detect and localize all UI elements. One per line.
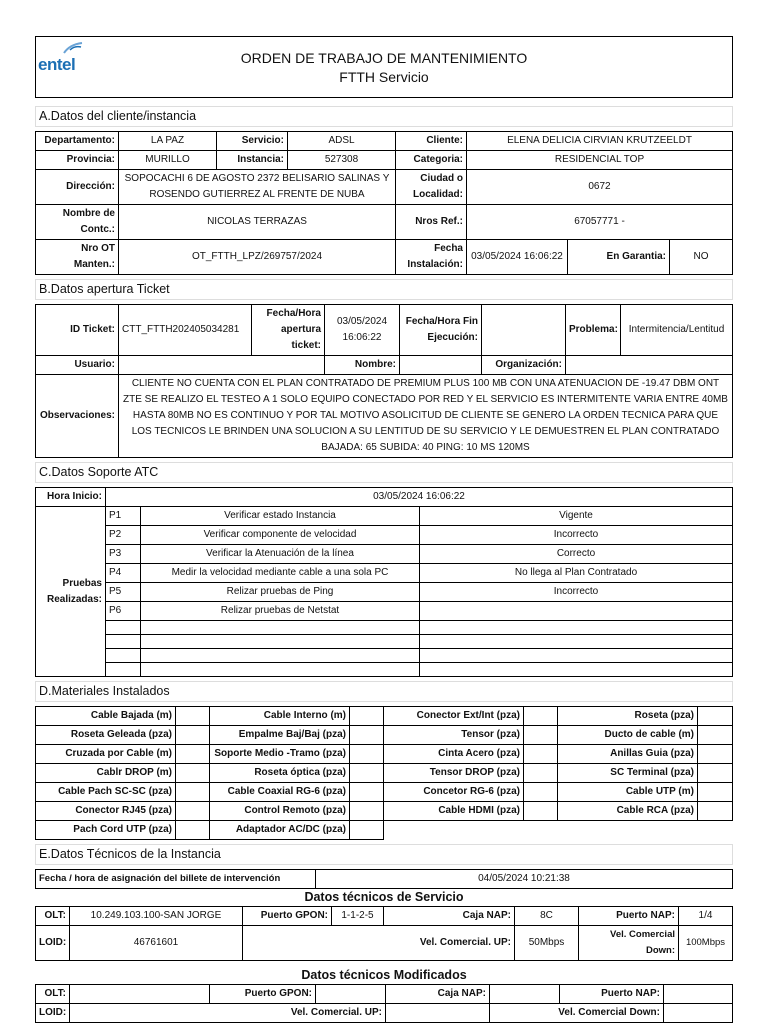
material-quantity xyxy=(524,821,558,840)
material-label: Concetor RG-6 (pza) xyxy=(384,783,524,802)
material-label: Cable Interno (m) xyxy=(210,707,350,726)
pruebas-label: Pruebas Realizadas: xyxy=(36,507,106,677)
prueba-id: P4 xyxy=(106,564,141,583)
material-quantity xyxy=(176,764,210,783)
material-label: Cable HDMI (pza) xyxy=(384,802,524,821)
atc-table: Hora Inicio: 03/05/2024 16:06:22 Pruebas Realizadas: P1 Verificar estado Instancia Vigente P2 Verificar componente de velocidad Incorrecto P3 Verificar la Atenuación de la línea Correcto P4 Medir la velocidad mediante cable a una sola PC No llega al Plan Contratado P5 Relizar pruebas de Ping Incorrecto P6 Relizar pruebas de Netstat xyxy=(35,487,733,677)
prueba-desc: Verificar estado Instancia xyxy=(141,507,420,526)
mod-nap-value xyxy=(490,985,560,1004)
document-title: ORDEN DE TRABAJO DE MANTENIMIENTO FTTH Servicio xyxy=(240,50,528,85)
nombre-value xyxy=(400,356,482,375)
prueba-desc: Verificar componente de velocidad xyxy=(141,526,420,545)
material-quantity xyxy=(698,783,733,802)
service-data-table: OLT: 10.249.103.100-SAN JORGE Puerto GPON: 1-1-2-5 Caja NAP: 8C Puerto NAP: 1/4 LOID: 46761601 Vel. Comercial. UP: 50Mbps Vel. Comercial Down: 100Mbps xyxy=(35,906,733,961)
ciudad-value: 0672 xyxy=(467,170,733,205)
material-label xyxy=(384,821,524,840)
material-row xyxy=(36,707,733,726)
entel-logo: entel xyxy=(38,55,76,74)
vel-up-value: 50Mbps xyxy=(515,926,579,961)
departamento-value: LA PAZ xyxy=(119,132,217,151)
servicio-value: ADSL xyxy=(288,132,396,151)
prueba-desc: Relizar pruebas de Ping xyxy=(141,583,420,602)
material-quantity xyxy=(176,726,210,745)
vel-down-value: 100Mbps xyxy=(679,926,733,961)
material-quantity xyxy=(698,821,733,840)
prueba-result xyxy=(420,602,733,621)
categoria-value: RESIDENCIAL TOP xyxy=(467,151,733,170)
material-quantity xyxy=(176,745,210,764)
material-label: Conector Ext/Int (pza) xyxy=(384,707,524,726)
prueba-result: Vigente xyxy=(420,507,733,526)
section-b-title: B.Datos apertura Ticket xyxy=(35,279,733,300)
gpon-value: 1-1-2-5 xyxy=(332,907,384,926)
fecha-instalacion-value: 03/05/2024 16:06:22 xyxy=(467,240,568,275)
prueba-id: P3 xyxy=(106,545,141,564)
instancia-value: 527308 xyxy=(288,151,396,170)
materials-table xyxy=(35,706,733,840)
olt-value: 10.249.103.100-SAN JORGE xyxy=(70,907,243,926)
contacto-value: NICOLAS TERRAZAS xyxy=(119,205,396,240)
prueba-id: P5 xyxy=(106,583,141,602)
prueba-desc: Verificar la Atenuación de la línea xyxy=(141,545,420,564)
prueba-id: P2 xyxy=(106,526,141,545)
material-label: Cruzada por Cable (m) xyxy=(36,745,176,764)
prueba-result: No llega al Plan Contratado xyxy=(420,564,733,583)
material-row xyxy=(36,745,733,764)
material-label: Cablr DROP (m) xyxy=(36,764,176,783)
nap-value: 8C xyxy=(515,907,579,926)
organizacion-value xyxy=(566,356,733,375)
garantia-value: NO xyxy=(670,240,733,275)
mod-vel-down-value xyxy=(664,1004,733,1023)
material-label: Tensor DROP (pza) xyxy=(384,764,524,783)
material-label: Conector RJ45 (pza) xyxy=(36,802,176,821)
material-quantity xyxy=(698,726,733,745)
material-quantity xyxy=(524,707,558,726)
material-quantity xyxy=(350,783,384,802)
material-quantity xyxy=(176,802,210,821)
material-label: SC Terminal (pza) xyxy=(558,764,698,783)
material-label: Anillas Guia (pza) xyxy=(558,745,698,764)
material-label: Control Remoto (pza) xyxy=(210,802,350,821)
ot-value: OT_FTTH_LPZ/269757/2024 xyxy=(119,240,396,275)
material-label: Empalme Baj/Baj (pza) xyxy=(210,726,350,745)
material-quantity xyxy=(698,764,733,783)
usuario-value xyxy=(119,356,325,375)
material-quantity xyxy=(176,821,210,840)
material-quantity xyxy=(524,764,558,783)
material-label: Tensor (pza) xyxy=(384,726,524,745)
material-label: Roseta Geleada (pza) xyxy=(36,726,176,745)
material-label: Adaptador AC/DC (pza) xyxy=(210,821,350,840)
section-c-title: C.Datos Soporte ATC xyxy=(35,462,733,483)
prueba-id: P1 xyxy=(106,507,141,526)
material-quantity xyxy=(176,783,210,802)
material-quantity xyxy=(698,802,733,821)
material-quantity xyxy=(350,764,384,783)
document-header xyxy=(35,36,733,98)
material-label: Cable UTP (m) xyxy=(558,783,698,802)
material-label: Cable Coaxial RG-6 (pza) xyxy=(210,783,350,802)
asignacion-value: 04/05/2024 10:21:38 xyxy=(316,870,733,889)
section-a-title: A.Datos del cliente/instancia xyxy=(35,106,733,127)
material-quantity xyxy=(350,745,384,764)
material-label: Cinta Acero (pza) xyxy=(384,745,524,764)
prueba-id: P6 xyxy=(106,602,141,621)
prueba-result: Correcto xyxy=(420,545,733,564)
ticket-table: ID Ticket: CTT_FTTH202405034281 Fecha/Hora apertura ticket: 03/05/2024 16:06:22 Fecha/Hora Fin Ejecución: Problema: Intermitencia/Lentitud Usuario: Nombre: Organización: Observaciones: CLIENTE NO CUENTA CON EL PLAN CONTRATADO DE PREMIUM PLUS 100 MB CON UNA ATENUACION DE -19.47 DBM ONT ZTE SE REALIZO EL TESTEO A 1 SOLO EQUIPO CONECTADO POR RED Y EL SERVICIO ES INTERMITENTE VARIA ENTRE 40MB HASTA 80MB NO ES CONTINUO Y POR TAL MOTIVO ASOLICITUD DE CLIENTE SE GENERO LA ORDEN TECNICA PARA QUE LOS TECNICOS LE BRINDEN UNA SOLUCION A SU LENTITUD DE SU SERVICIO Y LE DEMUESTREN EL PLAN CONTRATADO BAJADA: 65 SUBIDA: 40 PING: 10 MS 120MS xyxy=(35,304,733,458)
work-order-page xyxy=(35,36,733,1023)
assignment-table: Fecha / hora de asignación del billete de intervención 04/05/2024 10:21:38 xyxy=(35,869,733,889)
section-d-title: D.Materiales Instalados xyxy=(35,681,733,702)
fin-value xyxy=(482,305,566,356)
apertura-value: 03/05/2024 16:06:22 xyxy=(325,305,400,356)
material-quantity xyxy=(524,726,558,745)
material-row xyxy=(36,764,733,783)
material-label: Pach Cord UTP (pza) xyxy=(36,821,176,840)
material-quantity xyxy=(176,707,210,726)
material-quantity xyxy=(350,802,384,821)
material-quantity xyxy=(350,707,384,726)
material-label: Cable Bajada (m) xyxy=(36,707,176,726)
prueba-desc: Medir la velocidad mediante cable a una sola PC xyxy=(141,564,420,583)
material-label: Cable Pach SC-SC (pza) xyxy=(36,783,176,802)
material-label: Roseta (pza) xyxy=(558,707,698,726)
prueba-desc: Relizar pruebas de Netstat xyxy=(141,602,420,621)
material-row xyxy=(36,802,733,821)
hora-inicio-value: 03/05/2024 16:06:22 xyxy=(106,488,733,507)
mod-vel-up-value xyxy=(386,1004,490,1023)
mod-olt-value xyxy=(70,985,210,1004)
observaciones-value: CLIENTE NO CUENTA CON EL PLAN CONTRATADO DE PREMIUM PLUS 100 MB CON UNA ATENUACION DE -19.47 DBM ONT ZTE SE REALIZO EL TESTEO A 1 SOLO EQUIPO CONECTADO POR RED Y EL SERVICIO ES INTERMITENTE VARIA ENTRE 40MB HASTA 80MB NO ES CONTINUO Y POR TAL MOTIVO ASOLICITUD DE CLIENTE SE GENERO LA ORDEN TECNICA PARA QUE LOS TECNICOS LE BRINDEN UNA SOLUCION A SU LENTITUD DE SU SERVICIO Y LE DEMUESTREN EL PLAN CONTRATADO BAJADA: 65 SUBIDA: 40 PING: 10 MS 120MS xyxy=(119,375,733,458)
material-label: Ducto de cable (m) xyxy=(558,726,698,745)
material-row xyxy=(36,726,733,745)
puerto-nap-value: 1/4 xyxy=(679,907,733,926)
cliente-value: ELENA DELICIA CIRVIAN KRUTZEELDT xyxy=(467,132,733,151)
material-row xyxy=(36,821,733,840)
material-quantity xyxy=(524,745,558,764)
prueba-result: Incorrecto xyxy=(420,583,733,602)
material-quantity xyxy=(698,745,733,764)
client-table: Departamento: LA PAZ Servicio: ADSL Cliente: ELENA DELICIA CIRVIAN KRUTZEELDT Provincia: MURILLO Instancia: 527308 Categoria: RESIDENCIAL TOP Dirección: SOPOCACHI 6 DE AGOSTO 2372 BELISARIO SALINAS Y ROSENDO GUTIERREZ AL FRENTE DE NUBA Ciudad o Localidad: 0672 Nombre de Contc.: NICOLAS TERRAZAS Nros Ref.: 67057771 - Nro OT Manten.: OT_FTTH_LPZ/269757/2024 Fecha Instalación: 03/05/2024 16:06:22 En Garantia: NO xyxy=(35,131,733,275)
provincia-value: MURILLO xyxy=(119,151,217,170)
prueba-result: Incorrecto xyxy=(420,526,733,545)
modified-data-table: OLT: Puerto GPON: Caja NAP: Puerto NAP: LOID: Vel. Comercial. UP: Vel. Comercial Down: xyxy=(35,984,733,1023)
section-e-title: E.Datos Técnicos de la Instancia xyxy=(35,844,733,865)
material-label: Roseta óptica (pza) xyxy=(210,764,350,783)
ticket-value: CTT_FTTH202405034281 xyxy=(119,305,252,356)
material-quantity xyxy=(524,783,558,802)
loid-value: 46761601 xyxy=(70,926,243,961)
material-quantity xyxy=(350,726,384,745)
material-quantity xyxy=(698,707,733,726)
modified-data-title: Datos técnicos Modificados xyxy=(301,968,467,982)
material-label xyxy=(558,821,698,840)
problema-value: Intermitencia/Lentitud xyxy=(621,305,733,356)
mod-puerto-nap-value xyxy=(664,985,733,1004)
nros-ref-value: 67057771 - xyxy=(467,205,733,240)
material-quantity xyxy=(350,821,384,840)
mod-gpon-value xyxy=(316,985,386,1004)
material-row xyxy=(36,783,733,802)
material-label: Soporte Medio -Tramo (pza) xyxy=(210,745,350,764)
direccion-value: SOPOCACHI 6 DE AGOSTO 2372 BELISARIO SALINAS Y ROSENDO GUTIERREZ AL FRENTE DE NUBA xyxy=(119,170,396,205)
material-label: Cable RCA (pza) xyxy=(558,802,698,821)
service-data-title: Datos técnicos de Servicio xyxy=(304,890,464,904)
material-quantity xyxy=(524,802,558,821)
